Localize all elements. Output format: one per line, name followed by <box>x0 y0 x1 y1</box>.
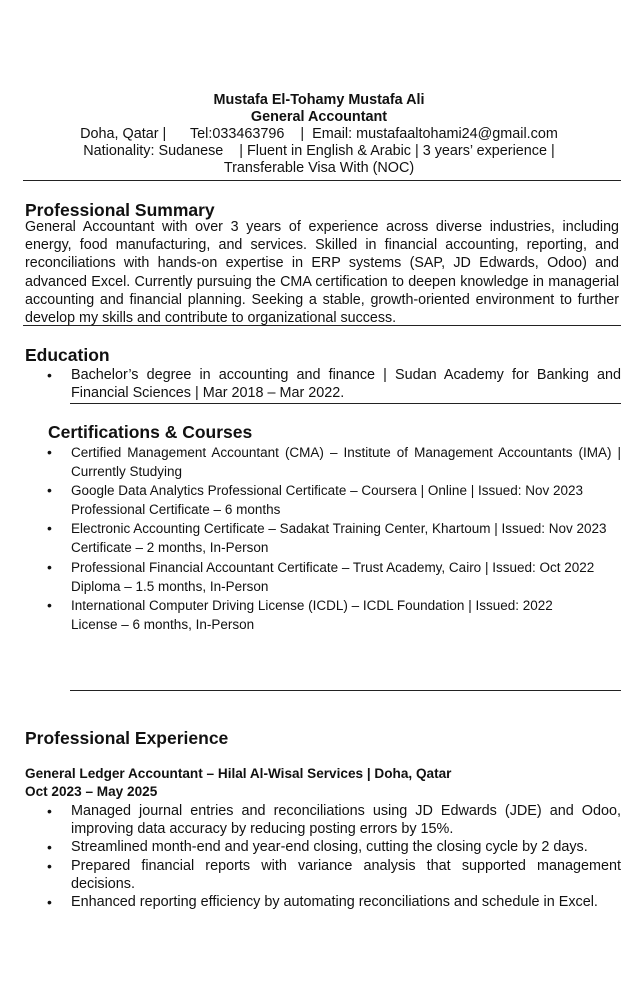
bullet-icon: • <box>47 444 52 460</box>
cert-item-detail: Certificate – 2 months, In-Person <box>71 540 269 556</box>
visa-line: Transferable Visa With (NOC) <box>223 160 415 176</box>
experience-heading: Professional Experience <box>25 728 229 748</box>
experience-item-text: Enhanced reporting efficiency by automating reconciliations and schedule in Excel. <box>71 894 598 911</box>
bullet-icon: • <box>47 839 52 856</box>
certifications-heading: Certifications & Courses <box>48 422 253 442</box>
cert-item-title: Certified Management Accountant (CMA) – Institute of Management Accountants (IMA) | Currently Studying <box>71 445 621 480</box>
bullet-icon: • <box>47 520 52 537</box>
education-divider <box>70 403 621 404</box>
summary-heading: Professional Summary <box>25 200 215 220</box>
experience-item <box>25 893 621 911</box>
bullet-icon: • <box>47 857 52 874</box>
header-divider <box>23 180 621 181</box>
experience-dates: Oct 2023 – May 2025 <box>25 784 158 799</box>
cert-item-detail: Professional Certificate – 6 months <box>71 502 281 518</box>
summary-text: General Accountant with over 3 years of experience across diverse industries, including energy, food manufacturing, and services. Skilled in financial accounting, reporting, and reconciliations with hands-on expertise in ERP systems (SAP, JD Edwards, Odoo) and advanced Excel. Currently pursuing the CMA certification to deepen knowledge in managerial accounting and financial planning. Seeking a stable, growth-oriented environment to further develop my skills and contribute to organizational success. <box>25 219 619 327</box>
cert-item-title: Professional Financial Accountant Certificate – Trust Academy, Cairo | Issued: Oct 2022 <box>71 559 595 575</box>
education-item <box>25 366 621 403</box>
resume-header <box>0 92 638 177</box>
bullet-icon: • <box>47 367 52 383</box>
experience-item <box>25 802 621 838</box>
cert-item <box>25 519 621 557</box>
experience-item-text: Streamlined month-end and year-end closing, cutting the closing cycle by 2 days. <box>71 839 588 856</box>
bullet-icon: • <box>47 482 52 499</box>
candidate-name: Mustafa El-Tohamy Mustafa Ali <box>213 92 425 108</box>
cert-item-title: Electronic Accounting Certificate – Sadakat Training Center, Khartoum | Issued: Nov 2023 <box>71 521 607 537</box>
experience-list <box>25 802 621 911</box>
experience-item-text: Managed journal entries and reconciliations using JD Edwards (JDE) and Odoo, improving data accuracy by reducing posting errors by 15%. <box>71 803 621 838</box>
cert-item-detail: License – 6 months, In-Person <box>71 616 255 632</box>
cert-item-title: Google Data Analytics Professional Certificate – Coursera | Online | Issued: Nov 2023 <box>71 483 584 499</box>
cert-item-detail: Diploma – 1.5 months, In-Person <box>71 578 269 594</box>
education-list <box>25 366 621 403</box>
bullet-icon: • <box>47 803 52 819</box>
experience-item <box>25 838 621 856</box>
cert-item <box>25 558 621 596</box>
experience-role: General Ledger Accountant – Hilal Al-Wisal Services | Doha, Qatar <box>25 766 452 781</box>
education-heading: Education <box>25 345 110 365</box>
cert-item-title: International Computer Driving License (ICDL) – ICDL Foundation | Issued: 2022 <box>71 597 553 613</box>
experience-item-text: Prepared financial reports with variance analysis that supported management decisions. <box>71 857 621 892</box>
details-line: Nationality: Sudanese | Fluent in English & Arabic | 3 years’ experience | <box>83 143 555 159</box>
cert-item <box>25 443 621 481</box>
experience-item <box>25 857 621 893</box>
cert-item <box>25 596 621 634</box>
bullet-icon: • <box>47 596 52 613</box>
job-title: General Accountant <box>250 109 388 125</box>
cert-item <box>25 481 621 519</box>
summary-divider <box>23 325 621 326</box>
bullet-icon: • <box>47 894 52 911</box>
certifications-list <box>25 443 621 634</box>
bullet-icon: • <box>47 558 52 575</box>
certifications-divider <box>70 690 621 691</box>
education-item-text: Bachelor’s degree in accounting and finance | Sudan Academy for Banking and Financial Sciences | Mar 2018 – Mar 2022. <box>71 367 621 402</box>
contact-line: Doha, Qatar | Tel:033463796 | Email: mustafaaltohami24@gmail.com <box>80 126 558 142</box>
